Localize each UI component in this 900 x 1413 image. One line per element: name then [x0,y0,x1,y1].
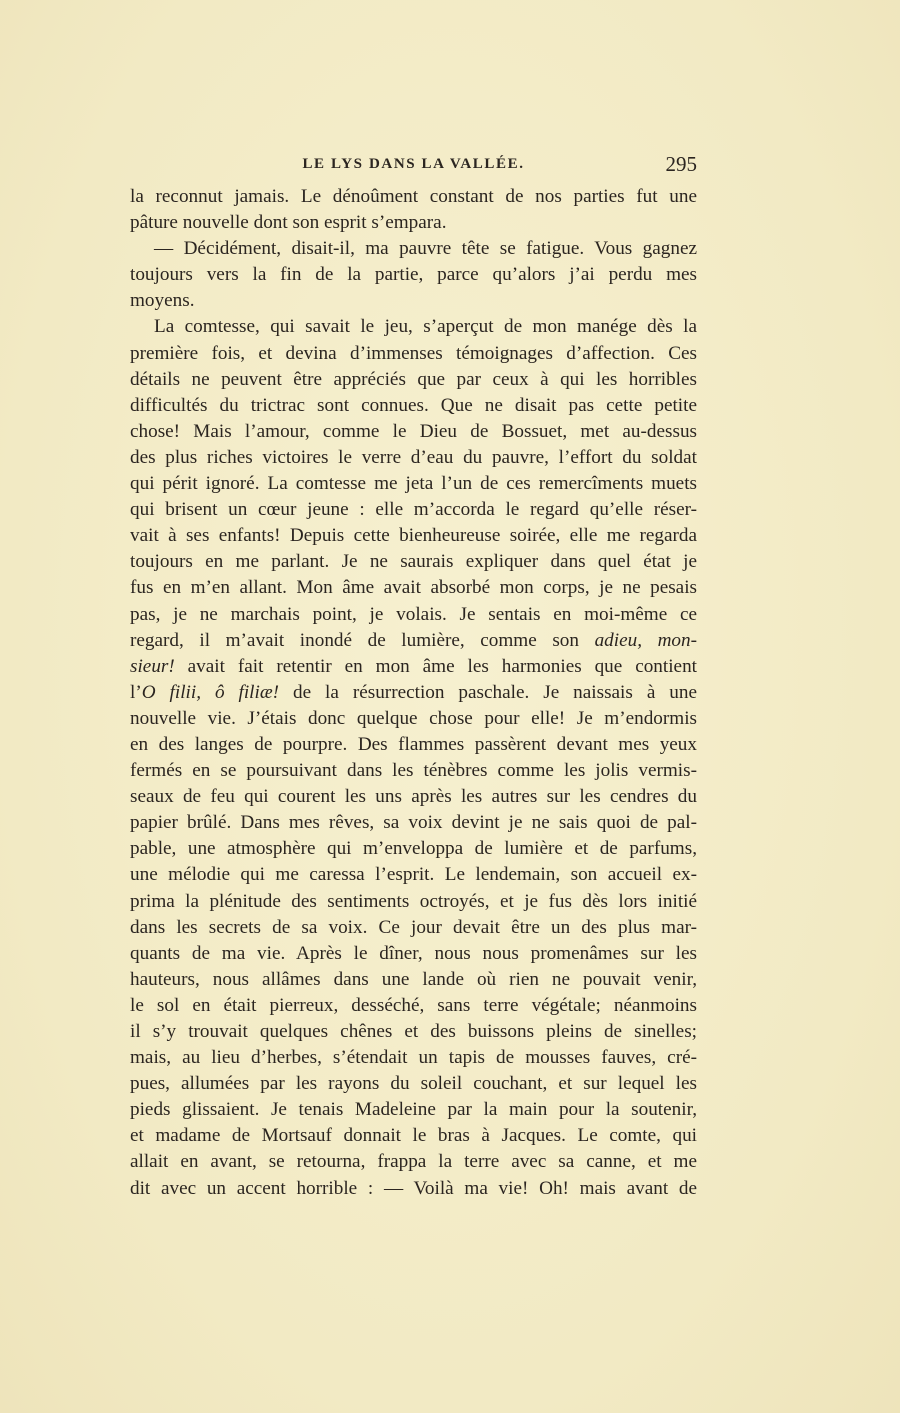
line-text: il s’y trouvait quelques chênes et des buissons pleins de sinelles; [130,1021,697,1042]
text-line [130,810,697,836]
text-line [130,471,697,497]
text-line [130,784,697,810]
line-text: toujours vers la fin de la partie, parce qu’alors j’ai perdu mes [130,264,697,286]
text-line [130,993,697,1019]
running-title: LE LYS DANS LA VALLÉE. [302,156,525,172]
line-text: détails ne peuvent être appréciés que par ceux à qui les horribles [130,368,697,390]
line-text: avait fait retentir en mon âme les harmonies que contient [174,655,697,677]
text-line [130,836,697,862]
page-number: 295 [665,152,697,176]
line-text: papier brûlé. Dans mes rêves, sa voix devint je ne sais quoi de pal- [130,812,697,834]
text-line [130,497,697,523]
line-text: toujours en me parlant. Je ne saurais expliquer dans quel état je [130,551,697,573]
line-text: qui périt ignoré. La comtesse me jeta l’un de ces remercîments muets [130,473,697,495]
text-line [130,862,697,888]
line-text: pâture nouvelle dont son esprit s’empara. [130,212,447,234]
line-text: nouvelle vie. J’étais donc quelque chose pour elle! Je m’endormis [130,707,697,729]
text-line [130,1019,697,1045]
line-text: difficultés du trictrac sont connues. Que ne disait pas cette petite [130,394,697,416]
text-line [130,602,697,628]
text-line [130,706,697,732]
text-line [130,210,697,236]
text-line [130,262,697,288]
italic-text: sieur! [130,655,175,677]
line-text: — Décidément, disait-il, ma pauvre tête se fatigue. Vous gagnez [154,238,697,260]
text-line [130,1045,697,1071]
italic-text: O filii, ô filiæ! [141,681,280,703]
line-text: dans les secrets de sa voix. Ce jour devait être un des plus mar- [130,916,697,938]
text-line [130,967,697,993]
text-line [130,314,697,340]
text-line [130,184,697,210]
line-text: qui brisent un cœur jeune : elle m’accorda le regard qu’elle réser- [130,499,697,521]
text-line [130,941,697,967]
line-text: La comtesse, qui savait le jeu, s’aperçut de mon manége dès la [154,316,697,338]
line-text: mais, au lieu d’herbes, s’étendait un tapis de mousses fauves, cré- [130,1047,697,1069]
line-text: allait en avant, se retourna, frappa la terre avec sa canne, et me [130,1151,697,1173]
line-text: et madame de Mortsauf donnait le bras à Jacques. Le comte, qui [130,1125,697,1147]
text-line [130,445,697,471]
text-line [130,915,697,941]
text-line [130,523,697,549]
text-line [130,1123,697,1149]
line-text: hauteurs, nous allâmes dans une lande où rien ne pouvait venir, [130,968,697,990]
line-text: pieds glissaient. Je tenais Madeleine par la main pour la soutenir, [130,1099,697,1121]
line-text: moyens. [130,290,195,312]
line-text: une mélodie qui me caressa l’esprit. Le lendemain, son accueil ex- [130,864,697,886]
line-text: quants de ma vie. Après le dîner, nous nous promenâmes sur les [130,942,697,964]
text-line [130,732,697,758]
line-text: prima la plénitude des sentiments octroyés, et je fus dès lors initié [130,890,697,912]
text-line [130,549,697,575]
body-text [130,184,697,1202]
text-line [130,654,697,680]
line-text: vait à ses enfants! Depuis cette bienheureuse soirée, elle me regarda [130,525,697,547]
text-line [130,367,697,393]
text-line [130,1097,697,1123]
line-text: fermés en se poursuivant dans les ténèbres comme les jolis vermis- [130,760,697,782]
line-text: des plus riches victoires le verre d’eau du pauvre, l’effort du soldat [130,446,697,468]
text-line [130,628,697,654]
line-text: en des langes de pourpre. Des flammes passèrent devant mes yeux [130,733,697,755]
text-line [130,889,697,915]
line-text: fus en m’en allant. Mon âme avait absorbé mon corps, je ne pesais [130,577,697,599]
line-text: pable, une atmosphère qui m’enveloppa de lumière et de parfums, [130,838,697,860]
text-line [130,758,697,784]
text-line [130,236,697,262]
line-text: regard, il m’avait inondé de lumière, comme son [130,629,595,651]
line-text: dit avec un accent horrible : — Voilà ma vie! Oh! mais avant de [130,1177,697,1199]
text-line [130,393,697,419]
text-line [130,1149,697,1175]
text-line [130,419,697,445]
text-line [130,341,697,367]
line-text: seaux de feu qui courent les uns après les autres sur les cendres du [130,786,697,808]
line-text: pas, je ne marchais point, je volais. Je sentais en moi-même ce [130,603,697,625]
text-line [130,1176,697,1202]
running-head [130,152,697,178]
line-text: première fois, et devina d’immenses témoignages d’affection. Ces [130,342,697,364]
text-line [130,288,697,314]
line-text: chose! Mais l’amour, comme le Dieu de Bossuet, met au-dessus [130,420,697,442]
text-line [130,575,697,601]
line-text: l’ [130,681,142,703]
italic-text: adieu, mon- [594,629,697,651]
line-text: de la résurrection paschale. Je naissais à une [279,681,697,703]
line-text: la reconnut jamais. Le dénoûment constant de nos parties fut une [130,186,697,207]
line-text: le sol en était pierreux, desséché, sans terre végétale; néanmoins [130,994,697,1016]
text-line [130,680,697,706]
text-line [130,1071,697,1097]
line-text: pues, allumées par les rayons du soleil couchant, et sur lequel les [130,1073,697,1095]
